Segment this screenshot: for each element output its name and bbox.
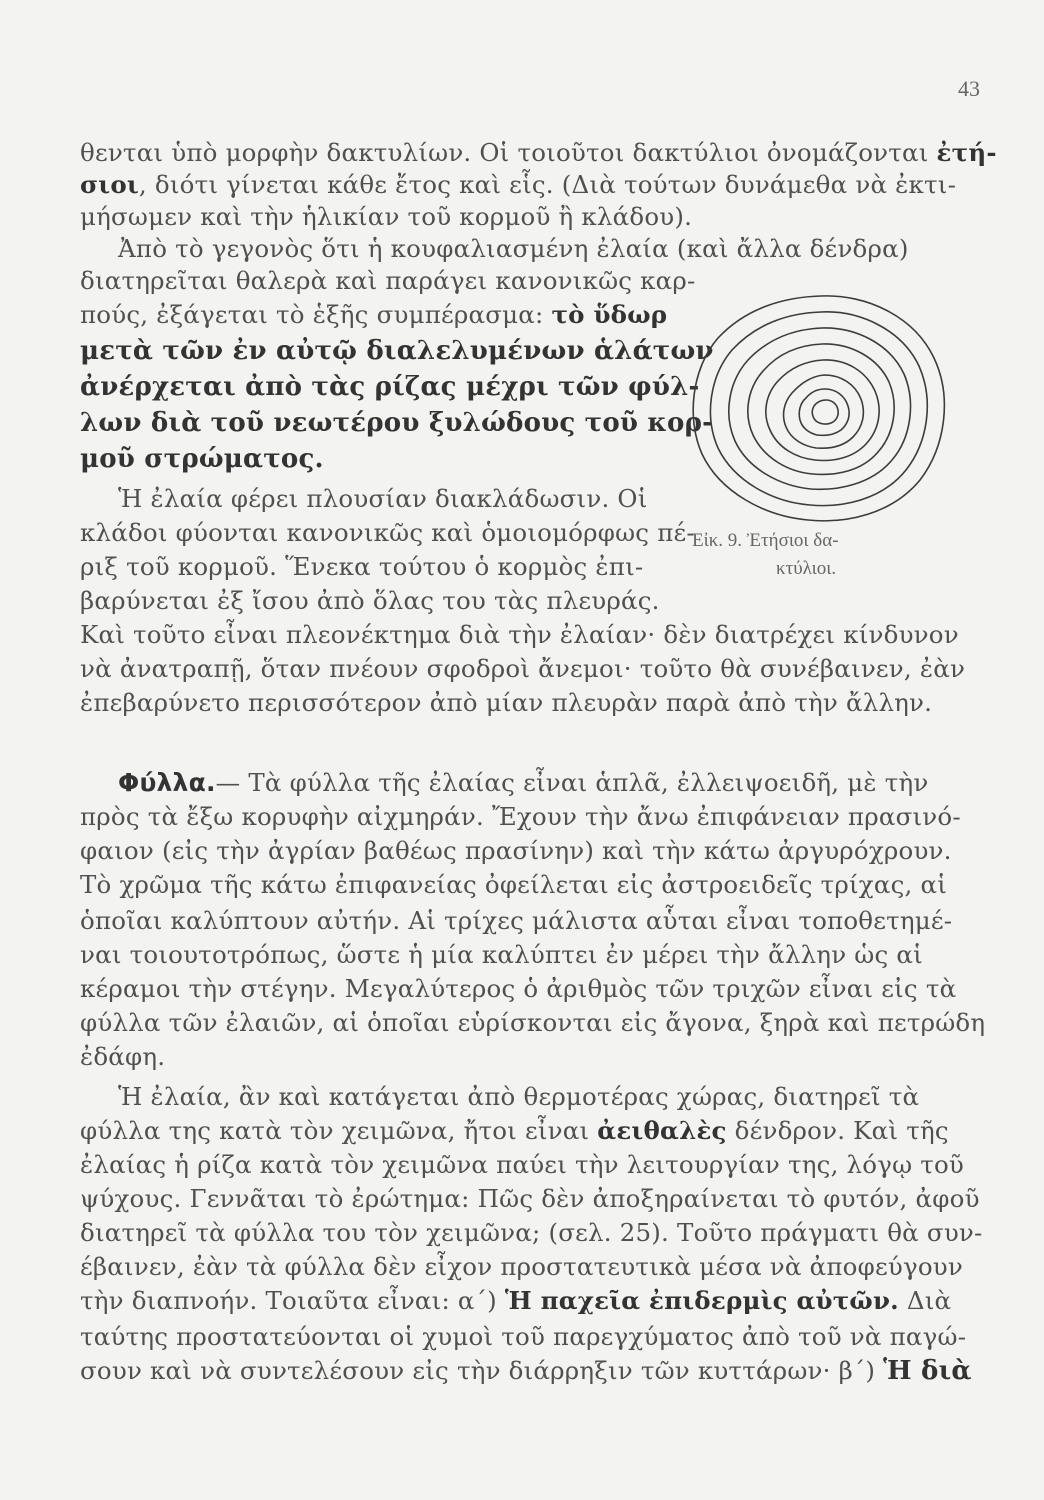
text-line: φαιον (εἰς τὴν ἀγρίαν βαθέως πρασίνην) καὶ τὴν κάτω ἀργυρόχρουν. bbox=[80, 836, 952, 865]
text-line: ἐδάφη. bbox=[80, 1042, 166, 1071]
text-line: ναι τοιουτοτρόπως, ὥστε ἡ μία καλύπτει ἐν μέρει τὴν ἄλλην ὡς αἱ bbox=[80, 940, 923, 969]
text-line: ἐλαίας ἡ ρίζα κατὰ τὸν χειμῶνα παύει τὴν λειτουργίαν της, λόγῳ τοῦ bbox=[80, 1150, 965, 1179]
text-line-bold: ἀνέρχεται ἀπὸ τὰς ρίζας μέχρι τῶν φύλ- bbox=[80, 372, 700, 402]
text-line: τὴν διαπνοήν. Τοιαῦτα εἶναι: α΄) Ἡ παχεῖα ἐπιδερμὶς αὐτῶν. Διὰ bbox=[80, 1286, 952, 1315]
page-number: 43 bbox=[958, 76, 980, 101]
text-line: θενται ὑπὸ μορφὴν δακτυλίων. Οἱ τοιοῦτοι δακτύλιοι ὀνομάζονται ἐτή- bbox=[80, 138, 997, 167]
text-line: βαρύνεται ἐξ ἴσου ἀπὸ ὅλας του τὰς πλευράς. bbox=[80, 586, 660, 615]
text-line: Καὶ τοῦτο εἶναι πλεονέκτημα διὰ τὴν ἐλαίαν· δὲν διατρέχει κίνδυνον bbox=[80, 620, 959, 649]
text-line: κέραμοι τὴν στέγην. Μεγαλύτερος ὁ ἀριθμὸς τῶν τριχῶν εἶναι εἰς τὰ bbox=[80, 974, 957, 1003]
ring-outline bbox=[812, 400, 838, 424]
text-line: ψύχους. Γεννᾶται τὸ ἐρώτημα: Πῶς δὲν ἀποξηραίνεται τὸ φυτόν, ἀφοῦ bbox=[80, 1184, 980, 1213]
text-line-bold: μετὰ τῶν ἐν αὐτῷ διαλελυμένων ἁλάτων bbox=[80, 336, 714, 366]
text-line: σουν καὶ νὰ συντελέσουν εἰς τὴν διάρρηξιν τῶν κυττάρων· β΄) Ἡ διὰ bbox=[80, 1356, 972, 1386]
text-line: ριξ τοῦ κορμοῦ. Ἕνεκα τούτου ὁ κορμὸς ἐπι- bbox=[80, 552, 644, 581]
text-line: μήσωμεν καὶ τὴν ἡλικίαν τοῦ κορμοῦ ἢ κλάδου). bbox=[80, 202, 693, 231]
ring-outline bbox=[693, 296, 944, 521]
text-line: κλάδοι φύονται κανονικῶς καὶ ὁμοιομόρφως πέ- bbox=[80, 518, 695, 547]
ring-outline bbox=[729, 328, 911, 489]
text-line: Ἡ ἐλαία, ἂν καὶ κατάγεται ἀπὸ θερμοτέρας χώρας, διατηρεῖ τὰ bbox=[118, 1082, 920, 1111]
ring-outline bbox=[784, 375, 864, 448]
text-line: έβαινεν, ἐὰν τὰ φύλλα δὲν εἶχον προστατευτικὰ μέσα νὰ ἀποφεύγουν bbox=[80, 1252, 963, 1281]
text-line: σιοι, διότι γίνεται κάθε ἔτος καὶ εἷς. (Διὰ τούτων δυνάμεθα νὰ ἐκτι- bbox=[80, 170, 957, 199]
text-line: Ἀπὸ τὸ γεγονὸς ὅτι ἡ κουφαλιασμένη ἐλαία (καὶ ἄλλα δένδρα) bbox=[118, 234, 909, 263]
text-line: πρὸς τὰ ἔξω κορυφὴν αἰχμηράν. Ἔχουν τὴν ἄνω ἐπιφάνειαν πρασινό- bbox=[80, 802, 961, 831]
text-line: ὁποῖαι καλύπτουν αὐτήν. Αἱ τρίχες μάλιστα αὗται εἶναι τοποθετημέ- bbox=[80, 906, 953, 935]
text-line: φύλλα τῶν ἐλαιῶν, αἱ ὁποῖαι εὑρίσκονται εἰς ἄγονα, ξηρὰ καὶ πετρώδη bbox=[80, 1008, 986, 1037]
section-heading: Φύλλα. bbox=[118, 768, 216, 797]
text-line: διατηρεῖ τὰ φύλλα του τὸν χειμῶνα; (σελ. 25). Τοῦτο πράγματι θὰ συν- bbox=[80, 1218, 983, 1247]
text-line: Φύλλα.— Τὰ φύλλα τῆς ἐλαίας εἶναι ἁπλᾶ, ἐλλειψοειδῆ, μὲ τὴν bbox=[118, 768, 929, 797]
annual-rings-figure bbox=[676, 288, 966, 528]
ring-outline bbox=[748, 344, 894, 474]
text-line: διατηρεῖται θαλερὰ καὶ παράγει κανονικῶς καρ- bbox=[80, 266, 696, 295]
text-line-bold: μοῦ στρώματος. bbox=[80, 444, 324, 474]
ring-outline bbox=[799, 389, 849, 435]
text-line: φύλλα της κατὰ τὸν χειμῶνα, ἤτοι εἶναι ἀειθαλὲς δένδρον. Καὶ τῆς bbox=[80, 1116, 949, 1145]
figure-caption: κτύλιοι. bbox=[776, 558, 837, 579]
text-line: νὰ ἀνατραπῇ, ὅταν πνέουν σφοδροὶ ἄνεμοι· τοῦτο θὰ συνέβαινεν, ἐὰν bbox=[80, 654, 966, 683]
text-line-bold: λων διὰ τοῦ νεωτέρου ξυλώδους τοῦ κορ- bbox=[80, 408, 714, 438]
text-line: πούς, ἐξάγεται τὸ ἑξῆς συμπέρασμα: τὸ ὕδωρ bbox=[80, 300, 668, 329]
text-line: Ἡ ἐλαία φέρει πλουσίαν διακλάδωσιν. Οἱ bbox=[118, 484, 648, 513]
text-line: Τὸ χρῶμα τῆς κάτω ἐπιφανείας ὀφείλεται εἰς ἀστροειδεῖς τρίχας, αἱ bbox=[80, 870, 948, 899]
text-line: ἐπεβαρύνετο περισσότερον ἀπὸ μίαν πλευρὰν παρὰ ἀπὸ τὴν ἄλλην. bbox=[80, 688, 933, 717]
text-line: ταύτης προστατεύονται οἱ χυμοὶ τοῦ παρεγχύματος ἀπὸ τοῦ νὰ παγώ- bbox=[80, 1322, 967, 1351]
figure-caption: Εἰκ. 9. Ἐτήσιοι δα- bbox=[692, 530, 839, 551]
